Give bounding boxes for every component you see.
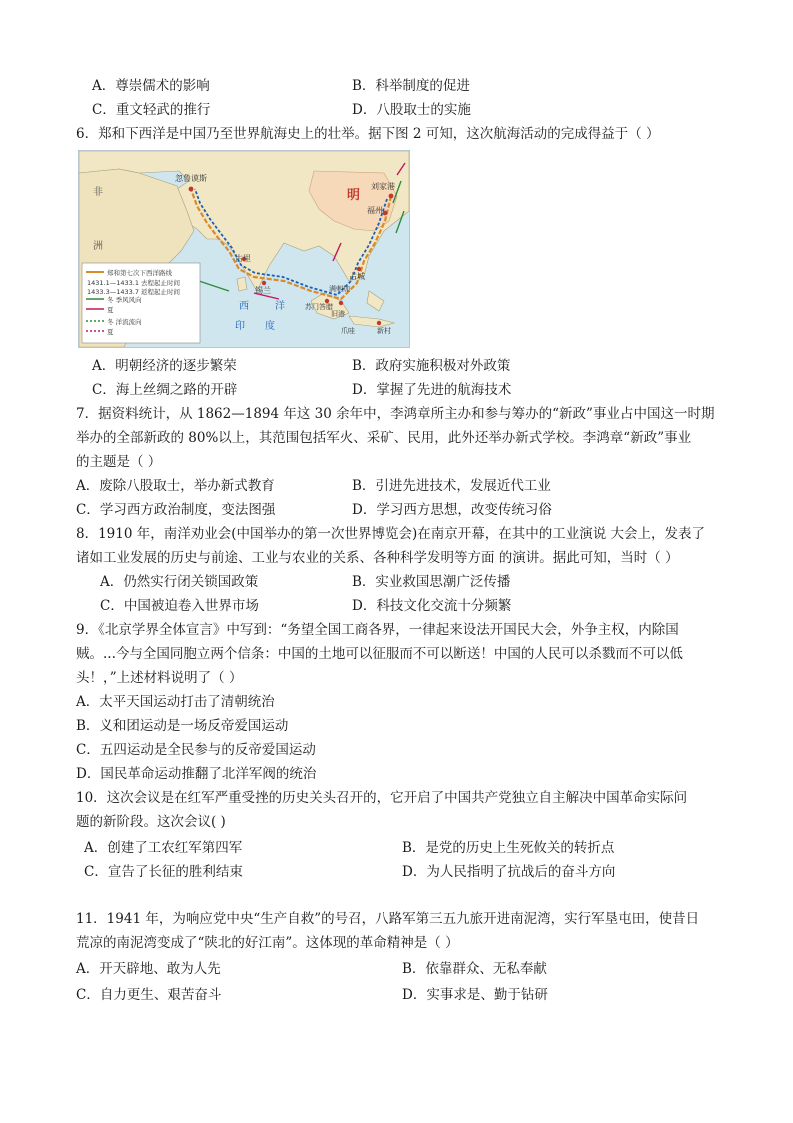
map-label-xi: 西: [239, 301, 249, 312]
map-label-du: 度: [265, 321, 275, 332]
map-label-africa: 非: [93, 187, 103, 198]
map-label-zhancheng: 占城: [349, 272, 365, 281]
q6-option-d: D．掌握了先进的航海技术: [352, 382, 512, 398]
q9-option-a: A．太平天国运动打击了清朝统治: [76, 694, 275, 710]
q9-option-c: C．五四运动是全民参与的反帝爱国运动: [76, 742, 316, 758]
q5-option-d: D．八股取士的实施: [352, 102, 471, 118]
map-label-yang: 洋: [275, 301, 285, 312]
q8-option-a: A．仍然实行闭关锁国政策: [100, 574, 259, 590]
q10-option-c: C．宣告了长征的胜利结束: [84, 864, 243, 880]
q9-stem-line2: 贼。...今与全国同胞立两个信条：中国的土地可以征服而不可以断送！中国的人民可以杀戮而不可以低: [76, 646, 683, 662]
q9-stem-line3: 头！，”上述材料说明了（ ）: [76, 670, 243, 686]
map-label-manlajia: 满剌加: [329, 285, 350, 293]
q7-option-c: C．学习西方政治制度，变法图强: [76, 502, 276, 518]
map-label-liujiagang: 刘家港: [371, 182, 395, 191]
q8-option-c: C．中国被迫卷入世界市场: [100, 598, 259, 614]
q6-stem: 6．郑和下西洋是中国乃至世界航海史上的壮举。据下图 2 可知，这次航海活动的完成得益于（ ）: [76, 126, 660, 142]
q11-stem-line2: 荒凉的南泥湾变成了“陕北的好江南”。这体现的革命精神是（ ）: [76, 935, 459, 951]
map-label-zhaowa: 爪哇: [341, 327, 355, 335]
q6-option-a: A．明朝经济的逐步繁荣: [92, 358, 237, 374]
q5-option-b: B．科举制度的促进: [352, 78, 470, 94]
map-label-guli: 古里: [235, 254, 251, 263]
q10-option-a: A．创建了工农红军第四军: [84, 840, 243, 856]
map-label-zhou: 洲: [93, 241, 103, 252]
q11-option-c: C．自力更生、艰苦奋斗: [76, 987, 222, 1003]
q7-stem-line1: 7．据资料统计，从 1862—1894 年这 30 余年中，李鸿章所主办和参与筹办的“新政”事业占中国这一时期: [76, 406, 715, 422]
q11-option-a: A．开天辟地、敢为人先: [76, 961, 221, 977]
map-label-jiugang: 旧港: [331, 310, 345, 318]
q10-option-b: B．是党的历史上生死攸关的转折点: [402, 840, 615, 856]
q5-option-c: C．重文轻武的推行: [92, 102, 211, 118]
q10-stem-line2: 题的新阶段。这次会议( ): [76, 814, 226, 830]
map-legend-wind-summer: 夏: [107, 306, 114, 314]
q7-stem-line3: 的主题是（ ）: [76, 454, 162, 470]
q8-stem-line2: 诸如工业发展的历史与前途、工业与农业的关系、各种科学发明等方面 的演讲。据此可知，当时（ ）: [76, 550, 679, 566]
q8-option-d: D．科技文化交流十分频繁: [352, 598, 512, 614]
q9-option-d: D．国民革命运动推翻了北洋军阀的统治: [76, 766, 317, 782]
map-label-yin: 印: [235, 321, 245, 332]
q10-option-d: D．为人民指明了抗战后的奋斗方向: [402, 864, 616, 880]
zheng-he-voyage-map: [78, 150, 410, 348]
map-label-hormuz: 忽鲁谟斯: [175, 174, 207, 183]
q8-option-b: B．实业救国思潮广泛传播: [352, 574, 511, 590]
q7-stem-line2: 举办的全部新政的 80%以上，其范围包括军火、采矿、民用，此外还举办新式学校。李鸿章“新政”事业: [76, 430, 692, 446]
map-legend-outbound: 1431.1—1433.1 去程起止时间: [87, 279, 181, 287]
q7-option-d: D．学习西方思想，改变传统习俗: [352, 502, 552, 518]
q7-option-b: B．引进先进技术，发展近代工业: [352, 478, 551, 494]
map-label-fuzhou: 福州: [367, 206, 383, 215]
q11-option-b: B．依靠群众、无私奉献: [402, 961, 547, 977]
map-legend-wind-winter: 冬 季风风向: [107, 296, 142, 304]
q9-stem-line1: 9．《北京学界全体宣言》中写到：“务望全国工商各界，一律起来设法开国民大会，外争主权，内除国: [76, 622, 679, 638]
map-legend-return: 1433.3—1433.7 返程起止时间: [87, 288, 181, 296]
map-legend-route: 郑和第七次下西洋路线: [107, 269, 172, 277]
map-legend-current-summer: 夏: [107, 328, 114, 336]
q6-option-b: B．政府实施积极对外政策: [352, 358, 511, 374]
map-label-ming: 明: [347, 188, 361, 203]
q10-stem-line1: 10．这次会议是在红军严重受挫的历史关头召开的，它开启了中国共产党独立自主解决中国革命实际问: [76, 790, 688, 806]
q11-stem-line1: 11．1941 年，为响应党中央“生产自救”的号召，八路军第三五九旅开进南泥湾，实行军垦屯田，使昔日: [76, 911, 700, 927]
map-label-sumendala: 苏门答腊: [305, 303, 333, 311]
q6-option-c: C．海上丝绸之路的开辟: [92, 382, 238, 398]
q9-option-b: B．义和团运动是一场反帝爱国运动: [76, 718, 289, 734]
q5-option-a: A．尊崇儒术的影响: [92, 78, 210, 94]
map-label-xilan: 锡兰: [255, 286, 271, 295]
q7-option-a: A．废除八股取士，举办新式教育: [76, 478, 275, 494]
q11-option-d: D．实事求是、勤于钻研: [402, 987, 548, 1003]
map-legend-current-winter: 冬 洋流流向: [107, 318, 142, 326]
map-label-xincun: 新村: [377, 327, 391, 335]
q8-stem-line1: 8．1910 年，南洋劝业会(中国举办的第一次世界博览会)在南京开幕，在其中的工业演说 大会上，发表了: [76, 526, 706, 542]
